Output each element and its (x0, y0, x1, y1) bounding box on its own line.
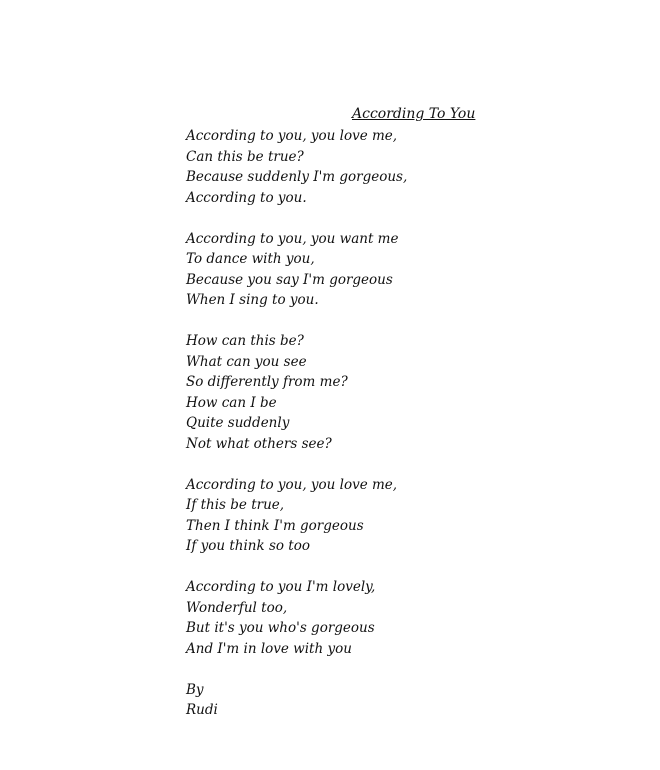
poem-line: If you think so too (186, 538, 310, 554)
poem-line: Because suddenly I'm gorgeous, (186, 169, 408, 185)
stanza-1 (186, 126, 566, 208)
poem-line: According to you. (186, 189, 307, 206)
poem-line: According to you, you want me (186, 230, 399, 247)
poem-line: How can I be (186, 394, 277, 411)
poem-line: Because you say I'm gorgeous (186, 271, 393, 288)
poem-line: Quite suddenly (186, 415, 290, 431)
poem-line: What can you see (186, 353, 307, 370)
stanza-4 (186, 475, 566, 557)
byline (186, 680, 566, 721)
poem-line: Wonderful too, (186, 599, 288, 616)
poem-line: If this be true, (186, 497, 285, 513)
poem-line: Then I think I'm gorgeous (186, 517, 364, 534)
poem-line: To dance with you, (186, 251, 315, 267)
author-name: Rudi (186, 702, 218, 718)
poem-line: When I sing to you. (186, 292, 319, 308)
poem-title: According To You (352, 106, 476, 122)
poem-line: Can this be true? (186, 148, 304, 165)
poem-line: According to you, you love me, (186, 476, 398, 493)
poem-line: According to you, you love me, (186, 128, 398, 144)
poem-line: So differently from me? (186, 374, 348, 390)
stanza-3 (186, 331, 566, 454)
stanza-5 (186, 577, 566, 659)
byline-by: By (186, 681, 204, 698)
poem-line: And I'm in love with you (186, 640, 352, 657)
poem-line: According to you I'm lovely, (186, 579, 376, 595)
poem-line: Not what others see? (186, 435, 332, 452)
poem-line: But it's you who's gorgeous (186, 620, 375, 636)
poem-line: How can this be? (186, 333, 304, 349)
stanza-2 (186, 229, 566, 311)
poem-body (186, 126, 566, 721)
